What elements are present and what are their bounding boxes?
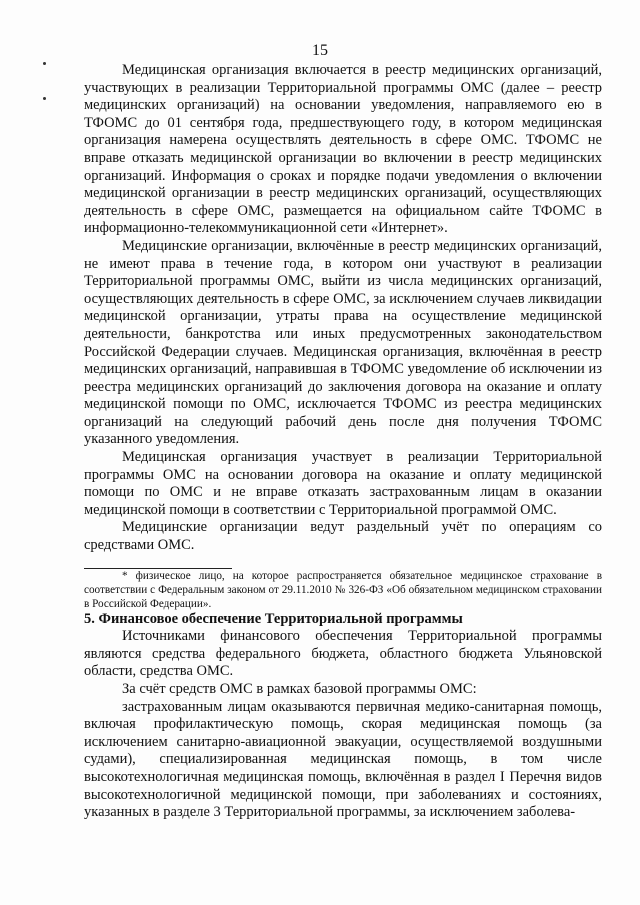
scan-speck	[43, 62, 46, 65]
footnote: * физическое лицо, на которое распространяется обязательное медицинское страхование в соответствии с Федеральным законом от 29.11.2010 № 326-ФЗ «Об обязательном медицинском страховании в Российской Федерации».	[84, 569, 602, 610]
paragraph: Медицинская организация участвует в реализации Территориальной программы ОМС на основании договора на оказание и оплату медицинской помощи по ОМС и не вправе отказать застрахованным лицам в оказании медицинской помощи в соответствии с Территориальной программой ОМС.	[84, 449, 602, 518]
paragraph: Медицинская организация включается в реестр медицинских организаций, участвующих в реализации Территориальной программы ОМС (далее – реестр медицинских организаций) на основании уведомления, направляемого ею в ТФОМС до 01 сентября года, предшествующего году, в котором медицинская организация намерена осуществлять деятельность в сфере ОМС. ТФОМС не вправе отказать медицинской организации во включении в реестр медицинских организаций. Информация о сроках и порядке подачи уведомления о включении медицинской организации в реестр медицинских организаций, осуществляющих деятельность в сфере ОМС, размещается на официальном сайте ТФОМС в информационно-телекоммуникационной сети «Интернет».	[84, 62, 602, 237]
paragraph: застрахованным лицам оказываются первичная медико-санитарная помощь, включая профилактическую помощь, скорая медицинская помощь (за исключением санитарно-авиационной эвакуации, осуществляемой воздушными судами), специализированная медицинская помощь, в том числе высокотехнологичная медицинская помощь, включённая в раздел I Перечня видов высокотехнологичной медицинской помощи, при заболеваниях и состояниях, указанных в разделе 3 Территориальной программы, за исключением заболева-	[84, 698, 602, 821]
scan-speck	[43, 97, 46, 100]
paragraph: Источниками финансового обеспечения Территориальной программы являются средства федерального бюджета, областного бюджета Ульяновской области, средства ОМС.	[84, 628, 602, 680]
page-number: 15	[312, 42, 328, 59]
document-body	[84, 62, 602, 822]
paragraph: За счёт средств ОМС в рамках базовой программы ОМС:	[122, 681, 477, 697]
paragraph: Медицинские организации, включённые в реестр медицинских организаций, не имеют права в течение года, в котором они участвуют в реализации Территориальной программы ОМС, выйти из числа медицинских организаций, осуществляющих деятельность в сфере ОМС, за исключением случаев ликвидации медицинской организации, утраты права на осуществление медицинской деятельности, банкротства или иных предусмотренных законодательством Российской Федерации случаев. Медицинская организация, включённая в реестр медицинских организаций, направившая в ТФОМС уведомление об исключении из реестра медицинских организаций до заключения договора на оказание и оплату медицинской помощи по ОМС, исключается ТФОМС из реестра медицинских организаций на следующий рабочий день после дня получения ТФОМС указанного уведомления.	[84, 237, 602, 448]
section-title: 5. Финансовое обеспечение Территориальной программы	[84, 610, 463, 627]
paragraph: Медицинские организации ведут раздельный учёт по операциям со средствами ОМС.	[84, 519, 602, 554]
